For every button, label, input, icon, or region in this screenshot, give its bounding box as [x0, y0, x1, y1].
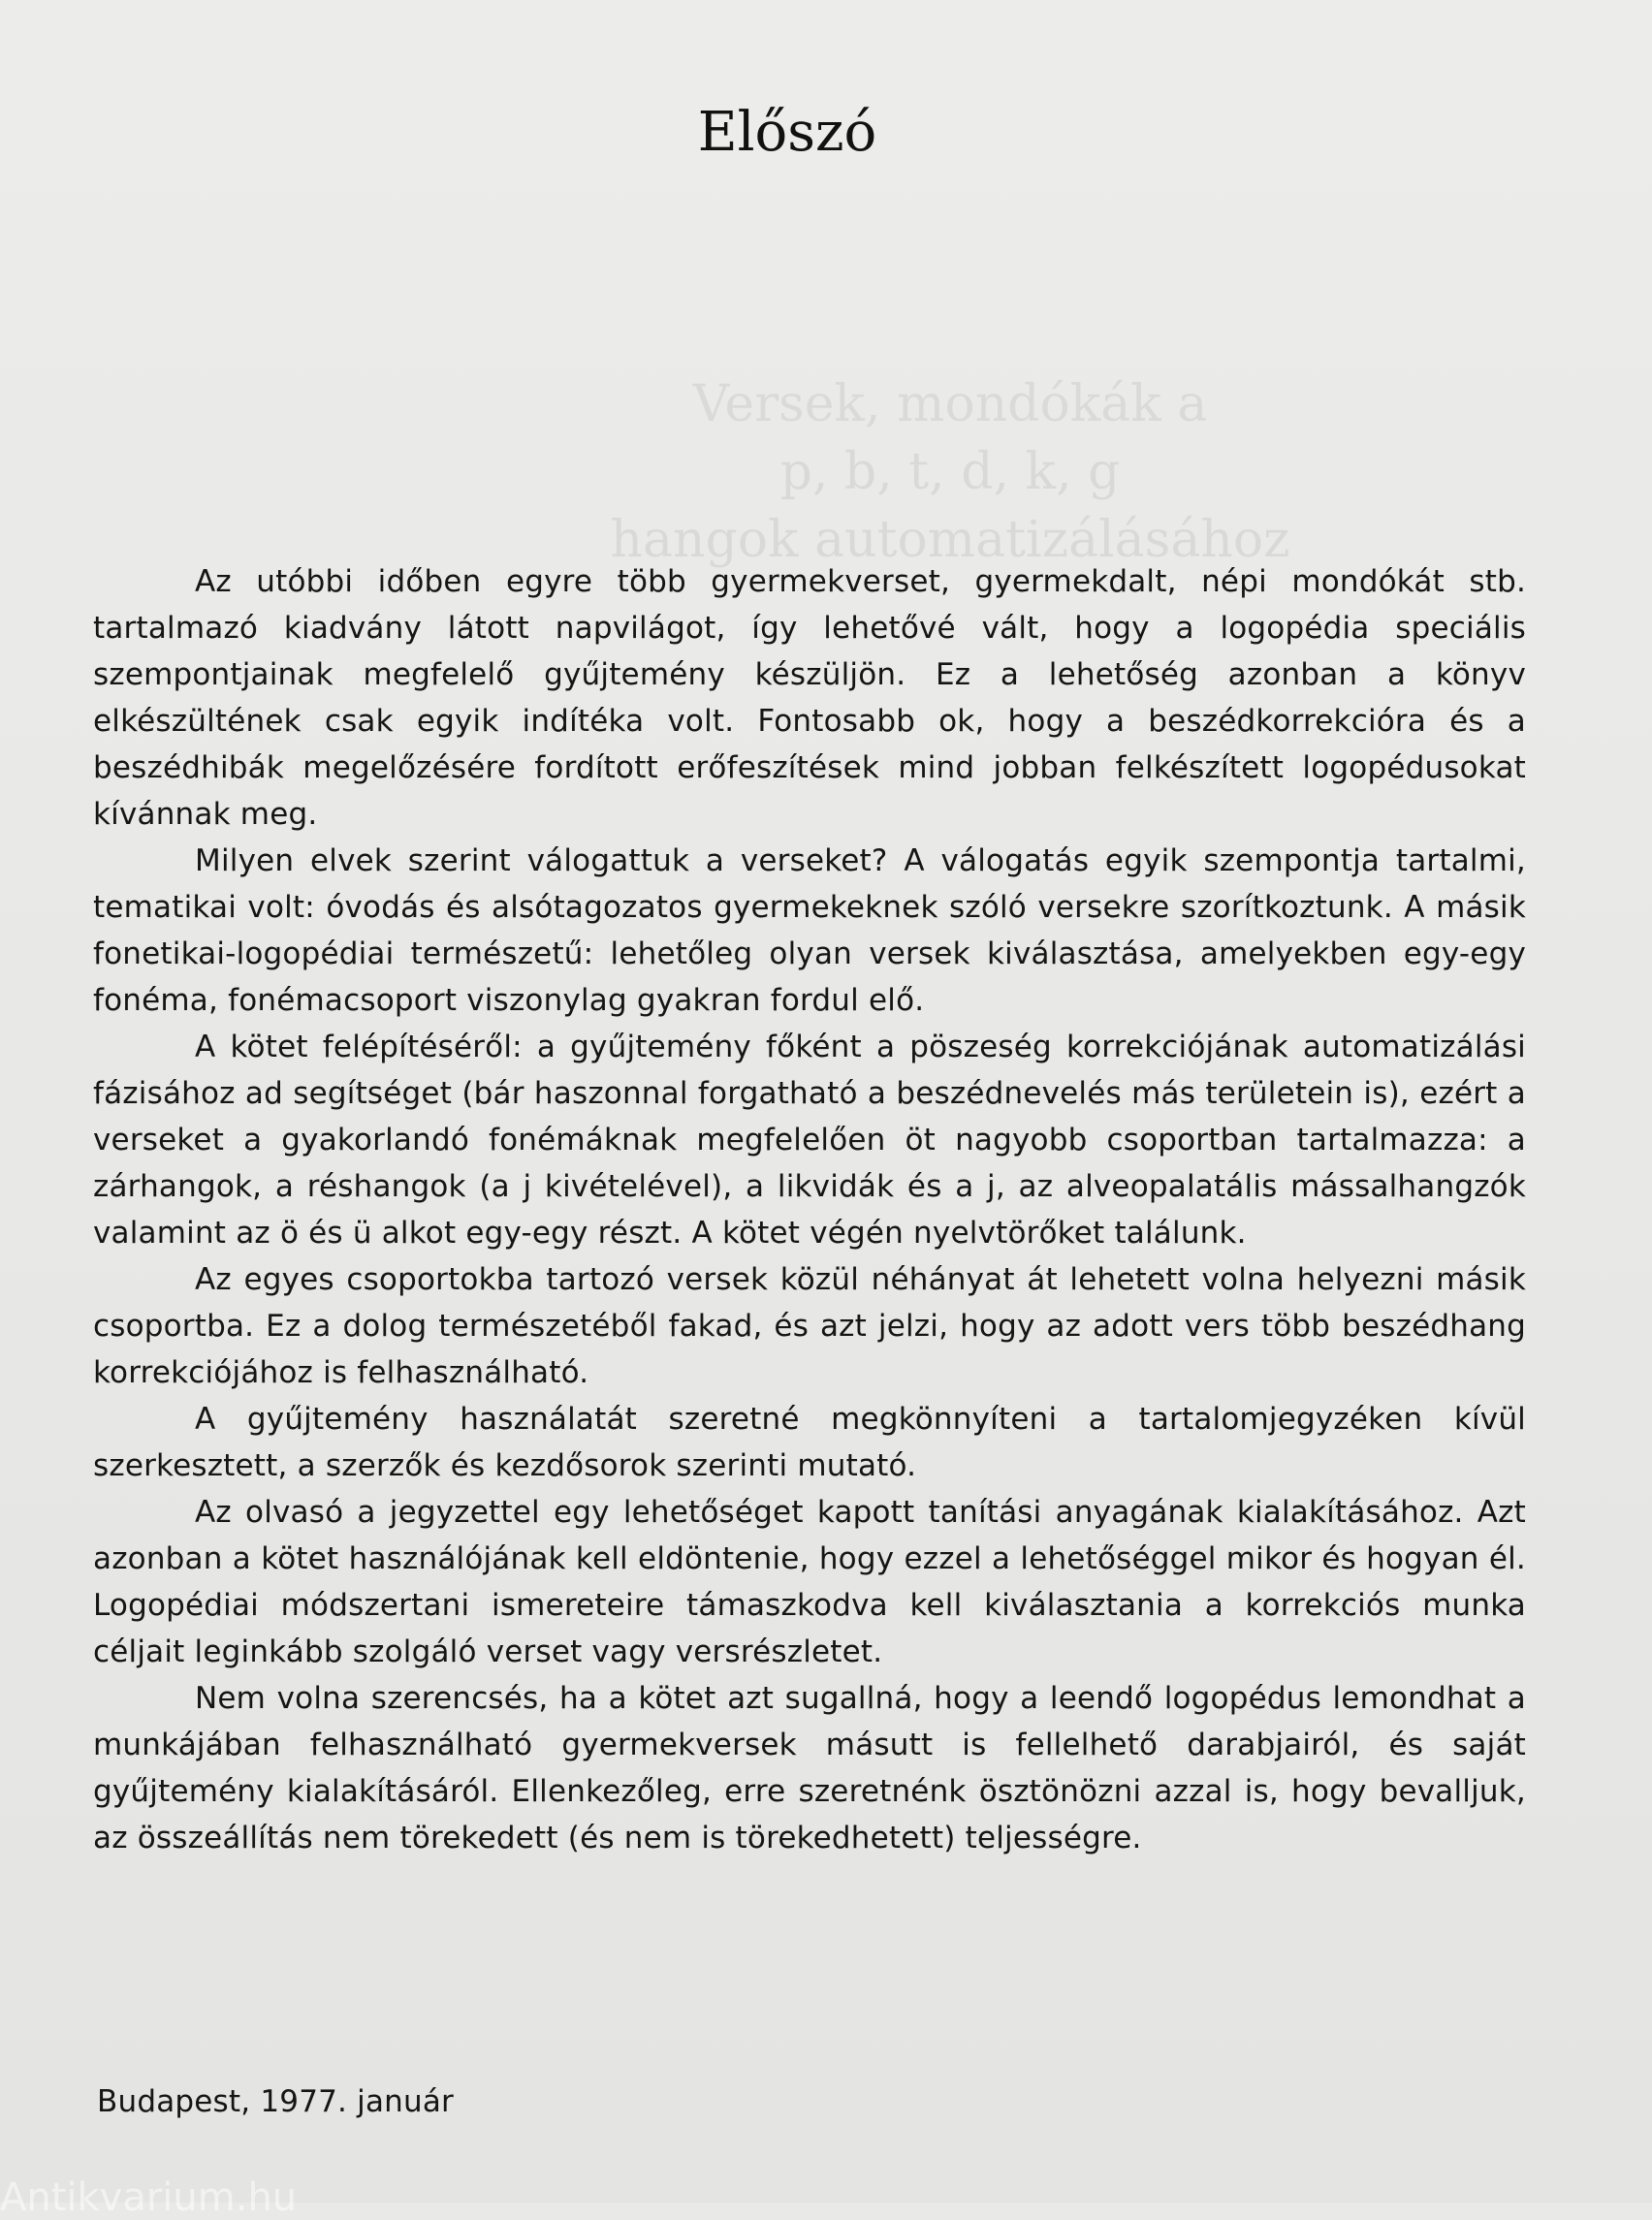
watermark: Antikvarium.hu — [0, 2175, 298, 2220]
paragraph-5: A gyűjtemény használatát szeretné megkönnyíteni a tartalomjegyzéken kívül szerkesztett, a szerzők és kezdősorok szerinti mutató. — [93, 1402, 1526, 1483]
page-title: Előszó — [697, 101, 877, 164]
preface-body — [93, 558, 1526, 1861]
signoff-place-date: Budapest, 1977. január — [97, 2084, 454, 2119]
bleed-through-line: p, b, t, d, k, g — [779, 443, 1121, 501]
paragraph-1: Az utóbbi időben egyre több gyermekverset, gyermekdalt, népi mondókát stb. tartalmazó kiadvány látott napvilágot, így lehetővé vált, hogy a logopédia speciális szempontjainak megfelelő gyűjtemény készüljön. Ez a lehetőség azonban a könyv elkészültének csak egyik indítéka volt. Fontosabb ok, hogy a beszédkorrekcióra és a beszédhibák megelőzésére fordított erőfeszítések mind jobban felkészített logopédusokat kívánnak meg. — [93, 564, 1526, 832]
paragraph-6: Az olvasó a jegyzettel egy lehetőséget kapott tanítási anyagának kialakításához. Azt azonban a kötet használójának kell eldöntenie, hogy ezzel a lehetőséggel mikor és hogyan él. Logopédiai módszertani ismereteire támaszkodva kell kiválasztania a korrekciós munka céljait leginkább szolgáló verset vagy versrészletet. — [93, 1495, 1526, 1669]
bleed-through-text — [504, 370, 1396, 574]
bleed-through-line: hangok automatizálásához — [610, 511, 1290, 569]
paragraph-3: A kötet felépítéséről: a gyűjtemény főként a pöszeség korrekciójának automatizálási fázisához ad segítséget (bár haszonnal forgatható a beszédnevelés más területein is), ezért a verseket a gyakorlandó fonémáknak megfelelően öt nagyobb csoportban tartalmazza: a zárhangok, a réshangok (a j kivételével), a likvidák és a j, az alveopalatális mássalhangzók valamint az ö és ü alkot egy-egy részt. A kötet végén nyelvtörőket találunk. — [93, 1030, 1526, 1251]
bleed-through-line: Versek, mondókák a — [692, 375, 1208, 433]
paragraph-7: Nem volna szerencsés, ha a kötet azt sugallná, hogy a leendő logopédus lemondhat a munkájában felhasználható gyermekversek másutt is fellelhető darabjairól, és saját gyűjtemény kialakításáról. Ellenkezőleg, erre szeretnénk ösztönözni azzal is, hogy bevalljuk, az összeállítás nem törekedett (és nem is törekedhetett) teljességre. — [93, 1681, 1526, 1855]
paragraph-4: Az egyes csoportokba tartozó versek közül néhányat át lehetett volna helyezni másik csoportba. Ez a dolog természetéből fakad, és azt jelzi, hogy az adott vers több beszédhang korrekciójához is felhasználható. — [93, 1262, 1526, 1390]
paragraph-2: Milyen elvek szerint válogattuk a verseket? A válogatás egyik szempontja tartalmi, tematikai volt: óvodás és alsótagozatos gyermekeknek szóló versekre szorítkoztunk. A másik fonetikai-logopédiai természetű: lehetőleg olyan versek kiválasztása, amelyekben egy-egy fonéma, fonémacsoport viszonylag gyakran fordul elő. — [93, 843, 1526, 1018]
